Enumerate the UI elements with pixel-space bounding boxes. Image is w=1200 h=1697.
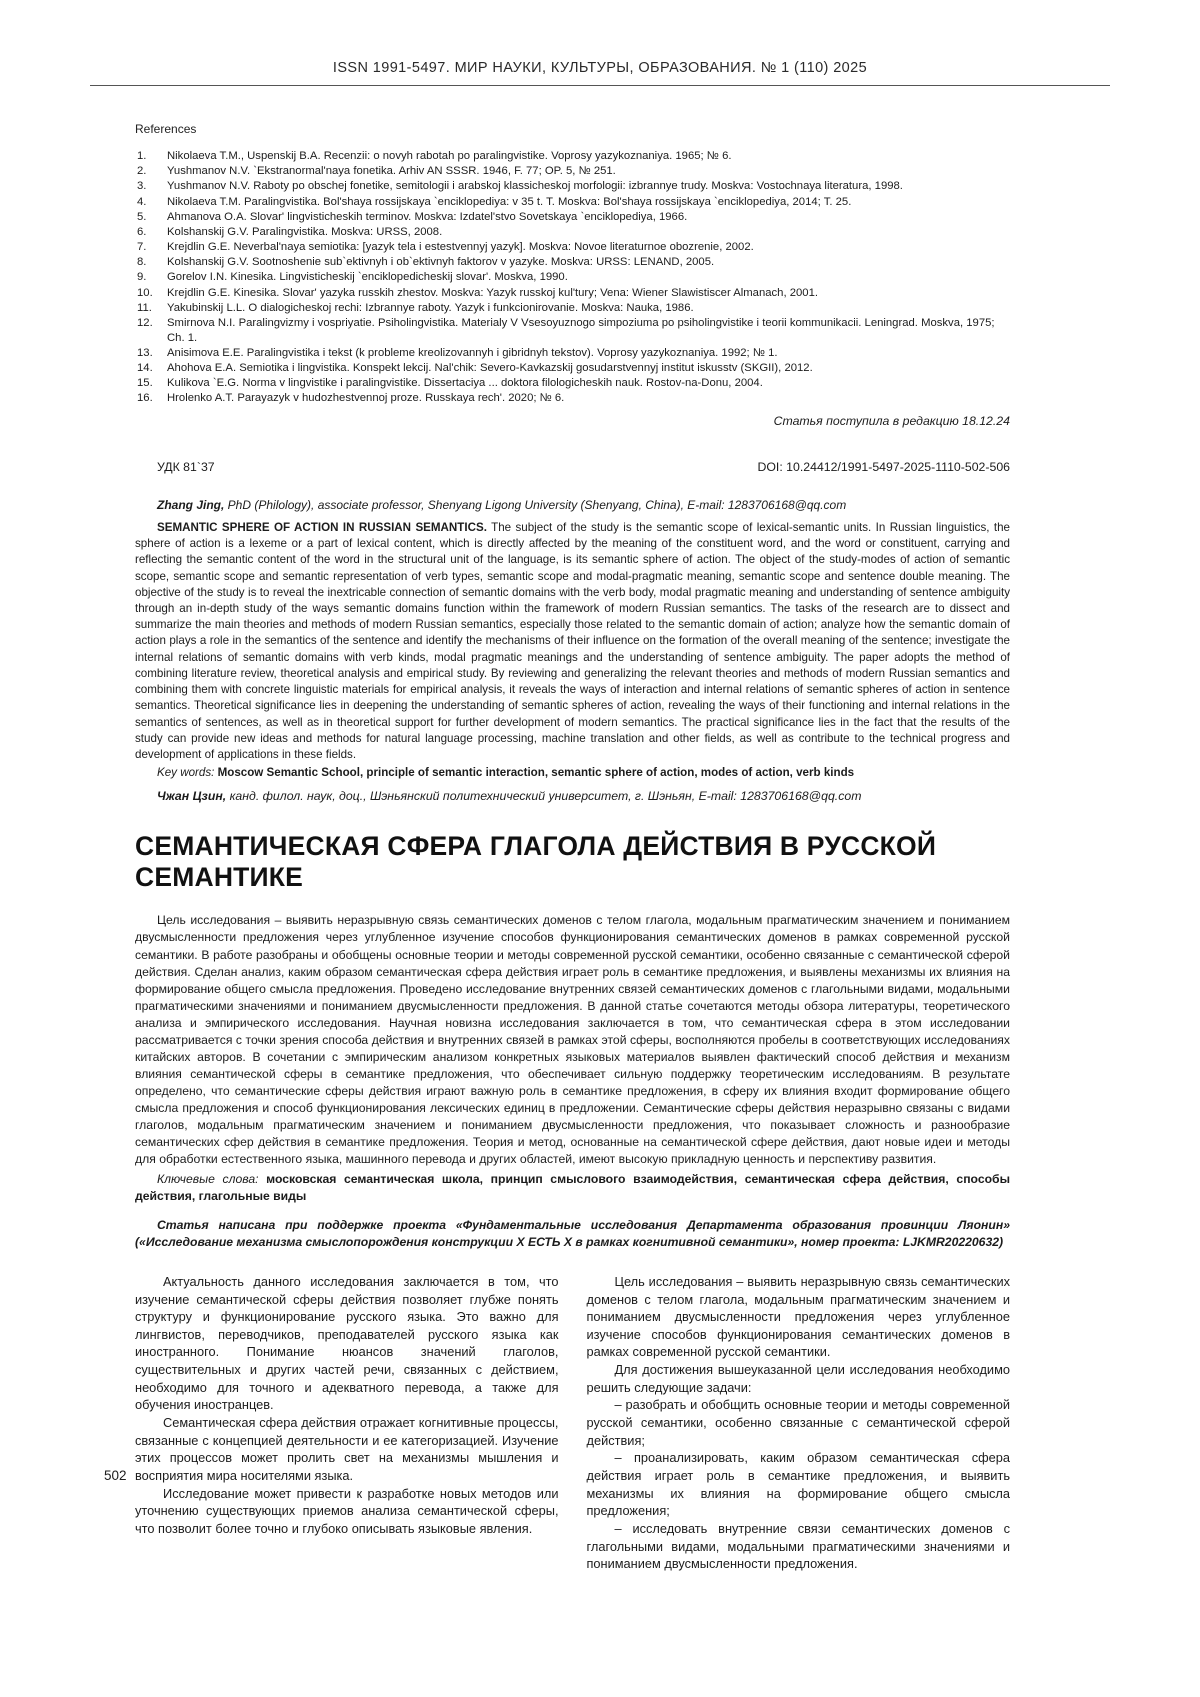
abstract-en-title: SEMANTIC SPHERE OF ACTION IN RUSSIAN SEMANTICS. — [157, 520, 487, 534]
body-paragraph: Цель исследования – выявить неразрывную связь семантических доменов с телом глагола, модальным прагматическим значением и пониманием двусмысленности предложения через углубленное изучение способов функционирования семантических доменов в рамках современной русской семантики. — [586, 1273, 1010, 1360]
article-title: СЕМАНТИЧЕСКАЯ СФЕРА ГЛАГОЛА ДЕЙСТВИЯ В РУССКОЙ СЕМАНТИКЕ — [135, 831, 937, 892]
page-number: 502 — [104, 1468, 127, 1483]
reference-item: Yushmanov N.V. `Ekstranormal'naya fonetika. Arhiv AN SSSR. 1946, F. 77; OP. 5, № 251. — [167, 165, 616, 178]
reference-item: Kolshanskij G.V. Paralingvistika. Moskva: URSS, 2008. — [167, 225, 443, 238]
keywords-ru-label: Ключевые слова: — [157, 1171, 259, 1186]
author-line-ru — [135, 789, 1010, 803]
abstract-en-text: The subject of the study is the semantic scope of lexical-semantic units. In Russian linguistics, the sphere of action is a lexeme or a part of lexical content, which is directly affected by the meaning of the constituent word, and the word or constituent, carrying and reflecting the semantic content of the word in the structural unit of the language, is its semantic sphere of action. The object of the study-modes of action of semantic scope, semantic scope and semantic representation of verb types, semantic scope and modal-pragmatic meaning, semantic scope and sentence double meaning. The objective of the study is to reveal the inextricable connection of semantic domains with the verb body, modal pragmatic meaning and understanding of sentence ambiguity through an in-depth study of the ways semantic domains function within the framework of modern Russian semantics. The tasks of the research are to dissect and summarize the main theories and methods of modern Russian semantics, especially those related to the semantic domain of action; analyze how the semantic domain of action plays a role in the semantics of the sentence and identify the mechanisms of their influence on the formation of the overall meaning of the sentence; investigate the internal relations of semantic domains with verb kinds, modal pragmatic meanings and the understanding of sentence ambiguity. The paper adopts the method of combining literature review, theoretical analysis and empirical study. By reviewing and generalizing the relevant theories and methods of modern Russian semantics and combining them with concrete linguistic materials for empirical analysis, it reveals the ways of interaction and internal relations of semantic spheres of action in sentence semantics. Theoretical significance lies in deepening the understanding of semantic spheres of action, revealing the ways of their functioning and internal relations in the semantics of sentences, as well as in theoretical support for further development of modern semantics. The practical significance lies in the fact that the results of the study can provide new ideas and methods for natural language processing, machine translation and other fields, as well as contribute to the technical progress and development of applications in these fields. — [135, 520, 1010, 761]
keywords-en-text: Moscow Semantic School, principle of semantic interaction, semantic sphere of action, modes of action, verb kinds — [214, 766, 855, 780]
reference-item: Yakubinskij L.L. O dialogicheskoj rechi: Izbrannye raboty. Yazyk i funkcionirovanie. Moskva: Nauka, 1986. — [167, 301, 694, 314]
reference-item: Krejdlin G.E. Neverbal'naya semiotika: [yazyk tela i estestvennyj yazyk]. Moskva: Novoe literaturnoe obozrenie, 2002. — [167, 241, 754, 254]
author-name-ru: Чжан Цзин, — [157, 789, 227, 804]
reference-item: Anisimova E.E. Paralingvistika i tekst (k probleme kreolizovannyh i gibridnyh tekstov). Voprosy yazykoznaniya. 1992; № 1. — [167, 346, 778, 359]
reference-item: Nikolaeva T.M. Paralingvistika. Bol'shaya rossijskaya `enciklopediya: v 35 t. T. Moskva: Bol'shaya rossijskaya `enciklopediya, 2014; T. 25. — [167, 195, 852, 208]
left-column — [135, 1273, 559, 1573]
two-column-body — [135, 1273, 1010, 1573]
reference-item: Ahmanova O.A. Slovar' lingvisticheskih terminov. Moskva: Izdatel'stvo Sovetskaya `enciklopediya, 1966. — [167, 210, 688, 223]
doi-code: DOI: 10.24412/1991-5497-2025-1110-502-506 — [757, 459, 1010, 474]
references-heading: References — [135, 122, 197, 136]
reference-item: Smirnova N.I. Paralingvizmy i vospriyatie. Psiholingvistika. Materialy V Vsesoyuznogo simpoziuma po psiholingvistike i teorii kommunikacii. Leningrad. Moskva, 1975; Ch. 1. — [167, 316, 995, 344]
body-paragraph: Для достижения вышеуказанной цели исследования необходимо решить следующие задачи: — [586, 1362, 1010, 1395]
right-column — [587, 1273, 1011, 1573]
page-header — [90, 60, 1110, 86]
keywords-en — [135, 765, 1010, 781]
author-line-en — [135, 498, 1010, 512]
author-affiliation-ru: канд. филол. наук, доц., Шэньянский политехнический университет, г. Шэньян, E-mail: 1283706168@qq.com — [226, 789, 862, 804]
funding-note: Статья написана при поддержке проекта «Фундаментальные исследования Департамента образования провинции Ляонин» («Исследование механизма смыслопорождения конструкции Х ЕСТЬ Х в рамках когнитивной семантики», номер проекта: LJKMR20220632) — [135, 1217, 1010, 1249]
author-name-en: Zhang Jing, — [157, 497, 225, 512]
reference-item: Gorelov I.N. Kinesika. Lingvisticheskij `enciklopedicheskij slovar'. Moskva, 1990. — [167, 271, 568, 284]
reference-item: Krejdlin G.E. Kinesika. Slovar' yazyka russkih zhestov. Moskva: Yazyk russkoj kul'tury; Vena: Wiener Slawistiscer Almanach, 2001. — [167, 286, 819, 299]
body-paragraph: – исследовать внутренние связи семантических доменов с глагольными видами, модальными прагматическими значениями и пониманием двусмысленности предложения. — [586, 1521, 1010, 1572]
reference-item: Ahohova E.A. Semiotika i lingvistika. Konspekt lekcij. Nal'chik: Severo-Kavkazskij gosudarstvennyj institut iskusstv (SKGII), 2012. — [167, 361, 813, 374]
references-list — [135, 149, 1010, 406]
udk-doi-row — [135, 460, 1010, 474]
journal-issn-line: ISSN 1991-5497. МИР НАУКИ, КУЛЬТУРЫ, ОБРАЗОВАНИЯ. № 1 (110) 2025 — [332, 60, 868, 76]
references-section — [135, 122, 1010, 406]
body-paragraph: Исследование может привести к разработке новых методов или уточнению существующих приемов анализа семантической сферы, что позволит более точно и глубоко описывать языковые явления. — [135, 1485, 559, 1537]
keywords-en-label: Key words: — [157, 766, 215, 780]
udk-code: УДК 81`37 — [157, 459, 215, 474]
body-paragraph: Актуальность данного исследования заключается в том, что изучение семантической сферы действия позволяет глубже понять структуру и функционирование русского языка. Это важно для лингвистов, переводчиков, преподавателей русского языка как иностранного. Понимание нюансов значений глаголов, существительных и других частей речи, связанных с действием, необходимо для точного и адекватного перевода, а также для обучения иностранцев. — [135, 1273, 559, 1413]
keywords-ru-text: московская семантическая школа, принцип смыслового взаимодействия, семантическая сфера действия, способы действия, глагольные виды — [135, 1171, 1010, 1203]
abstract-en — [135, 520, 1010, 763]
received-note: Статья поступила в редакцию 18.12.24 — [773, 413, 1010, 428]
page-content — [135, 122, 1010, 1573]
body-paragraph: Семантическая сфера действия отражает когнитивные процессы, связанные с концепцией деятельности и ее категоризацией. Изучение этих процессов может пролить свет на механизмы мышления и восприятия мира носителями языка. — [135, 1415, 559, 1484]
reference-item: Yushmanov N.V. Raboty po obschej fonetike, semitologii i arabskoj klassicheskoj morfologii: izbrannye trudy. Moskva: Vostochnaya literatura, 1998. — [167, 180, 903, 193]
keywords-ru — [135, 1171, 1010, 1205]
reference-item: Kulikova `E.G. Norma v lingvistike i paralingvistike. Dissertaciya ... doktora filologicheskih nauk. Rostov-na-Donu, 2004. — [167, 377, 763, 390]
reference-item: Nikolaeva T.M., Uspenskij B.A. Recenzii: o novyh rabotah po paralingvistike. Voprosy yazykoznaniya. 1965; № 6. — [167, 150, 732, 162]
body-paragraph: – разобрать и обобщить основные теории и методы современной русской семантики, особенно связанные с семантической сферой действия; — [586, 1397, 1010, 1448]
author-affiliation-en: PhD (Philology), associate professor, Shenyang Ligong University (Shenyang, China), E-mail: 1283706168@qq.com — [224, 497, 847, 512]
reference-item: Kolshanskij G.V. Sootnoshenie sub`ektivnyh i ob`ektivnyh faktorov v yazyke. Moskva: URSS: LENAND, 2005. — [167, 256, 715, 269]
reference-item: Hrolenko A.T. Parayazyk v hudozhestvennoj proze. Russkaya rech'. 2020; № 6. — [167, 392, 565, 405]
abstract-ru: Цель исследования – выявить неразрывную связь семантических доменов с телом глагола, модальным прагматическим значением и пониманием двусмысленности предложения через углубленное изучение способов функционирования семантических доменов в рамках современной русской семантики. В работе разобраны и обобщены основные теории и методы современной русской семантики, особенно связанные с семантической сферой действия. Сделан анализ, каким образом семантическая сфера действия играет роль в семантике предложения, и выявлены механизмы их влияния на формирование общего смысла предложения. Проведено исследование внутренних связей семантических доменов с глагольными видами, модальными прагматическими значениями и пониманием двусмысленности предложения. В данной статье сочетаются методы обзора литературы, теоретического анализа и эмпирического исследования. Научная новизна исследования заключается в том, что семантическая сфера в этом исследовании рассматривается с точки зрения способа действия и внутренних связей в рамках этой сферы, восполняются пробелы в соответствующих исследованиях китайских авторов. В сочетании с эмпирическим анализом конкретных языковых материалов выявлен фактический способ действия и механизм влияния семантической сферы в семантике предложения, что обеспечивает сильную поддержку теоретическим исследованиям. В результате определено, что семантические сферы действия играют важную роль в семантике предложения, в сферу их влияния входит формирование общего смысла предложения и способ функционирования лексических единиц в предложении. Семантические сферы действия неразрывно связаны с видами глаголов, модальным прагматическим значением и пониманием двусмысленности предложения, что показывает сложность и разнообразие семантических сфер действия в семантике предложения. Теория и метод, основанные на семантической сфере действия, дают новые идеи и методы для обработки естественного языка, машинного перевода и других областей, имеют высокую прикладную ценность и перспективу развития. — [135, 913, 1010, 1167]
body-paragraph: – проанализировать, каким образом семантическая сфера действия играет роль в семантике предложения, и выявить механизмы их влияния на формирование общего смысла предложения; — [586, 1450, 1010, 1519]
